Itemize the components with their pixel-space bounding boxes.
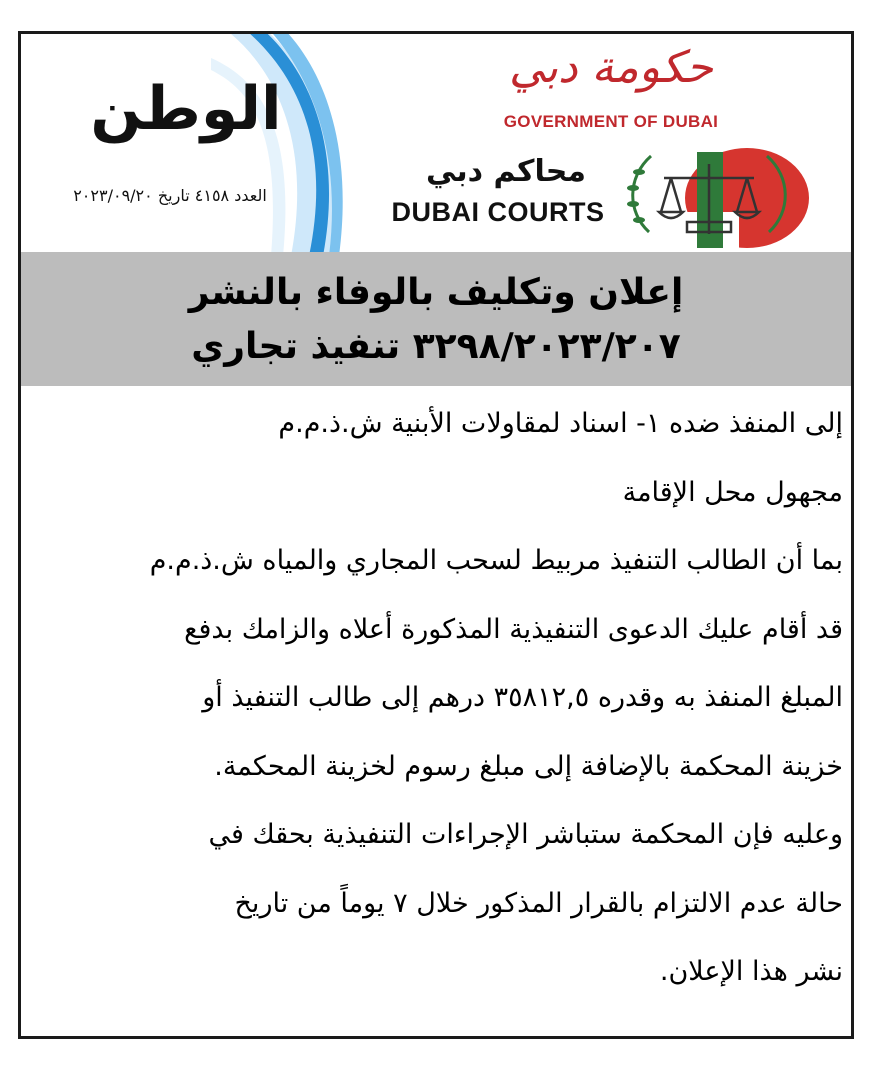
- notice-title: إعلان وتكليف بالوفاء بالنشر: [188, 272, 684, 313]
- notice-frame: [18, 31, 854, 1039]
- body-line: قد أقام عليك الدعوى التنفيذية المذكورة أعلاه والزامك بدفع: [184, 613, 843, 645]
- dubai-courts-emblem-icon: [619, 142, 809, 252]
- courts-arabic-name: محاكم دبي: [426, 154, 586, 189]
- case-number: ٣٢٩٨/٢٠٢٣/٢٠٧ تنفيذ تجاري: [191, 326, 681, 367]
- notice-body: [33, 394, 843, 1011]
- body-line: المبلغ المنفذ به وقدره ٣٥٨١٢,٥ درهم إلى طالب التنفيذ أو: [202, 682, 843, 713]
- body-line: مجهول محل الإقامة: [622, 476, 843, 508]
- body-line: بما أن الطالب التنفيذ مربيط لسحب المجاري والمياه ش.ذ.م.م: [149, 545, 843, 576]
- government-arabic-logo: حكومة دبي: [509, 42, 713, 93]
- header: [21, 34, 851, 252]
- body-line: خزينة المحكمة بالإضافة إلى مبلغ رسوم لخزينة المحكمة.: [214, 750, 843, 782]
- body-line: حالة عدم الالتزام بالقرار المذكور خلال ٧ يوماً من تاريخ: [234, 887, 843, 919]
- courts-english-name: DUBAI COURTS: [391, 197, 605, 227]
- government-english-name: GOVERNMENT OF DUBAI: [503, 112, 719, 131]
- newspaper-name: الوطن: [90, 74, 282, 144]
- body-line: إلى المنفذ ضده ١- اسناد لمقاولات الأبنية ش.ذ.م.م: [278, 408, 843, 439]
- body-line: نشر هذا الإعلان.: [659, 956, 843, 987]
- body-line: وعليه فإن المحكمة ستباشر الإجراءات التنفيذية بحقك في: [208, 819, 843, 850]
- title-band: [21, 252, 851, 386]
- issue-info: العدد ٤١٥٨ تاريخ ٢٠٢٣/٠٩/٢٠: [73, 186, 267, 205]
